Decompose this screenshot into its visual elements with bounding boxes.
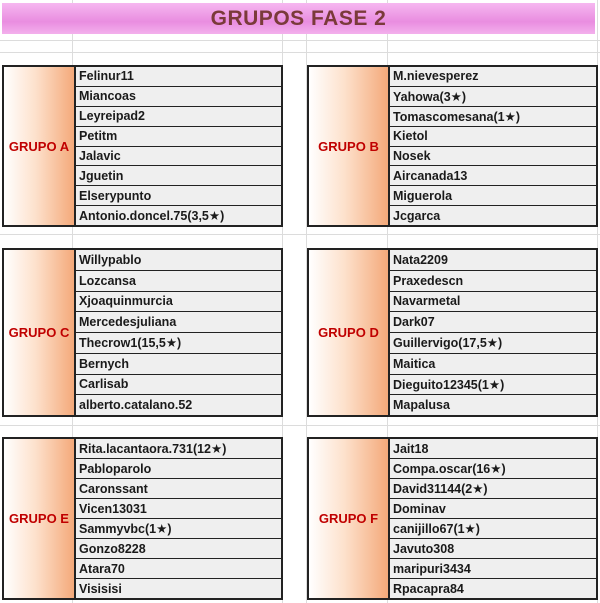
player-list bbox=[390, 439, 596, 598]
player-cell[interactable]: Guillervigo(17,5★) bbox=[390, 333, 596, 354]
group-c bbox=[2, 248, 283, 417]
player-list bbox=[390, 67, 596, 225]
group-label: GRUPO B bbox=[309, 67, 390, 225]
player-list bbox=[390, 250, 596, 415]
player-list bbox=[76, 250, 281, 415]
group-d bbox=[307, 248, 598, 417]
player-cell[interactable]: Pabloparolo bbox=[76, 459, 281, 479]
player-cell[interactable]: Rita.lacantaora.731(12★) bbox=[76, 439, 281, 459]
player-cell[interactable]: Gonzo8228 bbox=[76, 539, 281, 559]
group-f bbox=[307, 437, 598, 600]
group-a bbox=[2, 65, 283, 227]
player-cell[interactable]: Tomascomesana(1★) bbox=[390, 107, 596, 127]
player-cell[interactable]: David31144(2★) bbox=[390, 479, 596, 499]
player-cell[interactable]: Bernych bbox=[76, 354, 281, 375]
player-cell[interactable]: Miancoas bbox=[76, 87, 281, 107]
player-cell[interactable]: Aircanada13 bbox=[390, 166, 596, 186]
player-cell[interactable]: Mercedesjuliana bbox=[76, 312, 281, 333]
player-cell[interactable]: Vicen13031 bbox=[76, 499, 281, 519]
group-label: GRUPO D bbox=[309, 250, 390, 415]
player-cell[interactable]: Sammyvbc(1★) bbox=[76, 519, 281, 539]
player-cell[interactable]: Atara70 bbox=[76, 559, 281, 579]
player-cell[interactable]: Visisisi bbox=[76, 579, 281, 598]
grid-line bbox=[0, 425, 600, 426]
player-cell[interactable]: Compa.oscar(16★) bbox=[390, 459, 596, 479]
player-cell[interactable]: Jait18 bbox=[390, 439, 596, 459]
player-cell[interactable]: Nata2209 bbox=[390, 250, 596, 271]
grid-line bbox=[0, 52, 600, 53]
player-cell[interactable]: Leyreipad2 bbox=[76, 107, 281, 127]
player-cell[interactable]: Dieguito12345(1★) bbox=[390, 375, 596, 396]
group-b bbox=[307, 65, 598, 227]
player-cell[interactable]: Jguetin bbox=[76, 166, 281, 186]
player-cell[interactable]: Yahowa(3★) bbox=[390, 87, 596, 107]
player-cell[interactable]: Carlisab bbox=[76, 375, 281, 396]
player-cell[interactable]: canijillo67(1★) bbox=[390, 519, 596, 539]
player-cell[interactable]: Kietol bbox=[390, 127, 596, 147]
player-cell[interactable]: M.nievesperez bbox=[390, 67, 596, 87]
player-cell[interactable]: Praxedescn bbox=[390, 271, 596, 292]
player-cell[interactable]: Petitm bbox=[76, 127, 281, 147]
player-cell[interactable]: Felinur11 bbox=[76, 67, 281, 87]
player-cell[interactable]: alberto.catalano.52 bbox=[76, 395, 281, 415]
player-cell[interactable]: Antonio.doncel.75(3,5★) bbox=[76, 206, 281, 225]
player-cell[interactable]: Jcgarca bbox=[390, 206, 596, 225]
player-cell[interactable]: Xjoaquinmurcia bbox=[76, 292, 281, 313]
player-cell[interactable]: Caronssant bbox=[76, 479, 281, 499]
player-cell[interactable]: Willypablo bbox=[76, 250, 281, 271]
player-cell[interactable]: Nosek bbox=[390, 147, 596, 167]
player-list bbox=[76, 67, 281, 225]
player-cell[interactable]: Lozcansa bbox=[76, 271, 281, 292]
group-e bbox=[2, 437, 283, 600]
player-cell[interactable]: Jalavic bbox=[76, 147, 281, 167]
grid-line bbox=[0, 234, 600, 235]
player-list bbox=[76, 439, 281, 598]
group-label: GRUPO A bbox=[4, 67, 76, 225]
player-cell[interactable]: Navarmetal bbox=[390, 292, 596, 313]
player-cell[interactable]: Thecrow1(15,5★) bbox=[76, 333, 281, 354]
player-cell[interactable]: Elserypunto bbox=[76, 186, 281, 206]
grid-line bbox=[0, 40, 600, 41]
group-label: GRUPO E bbox=[4, 439, 76, 598]
player-cell[interactable]: Miguerola bbox=[390, 186, 596, 206]
player-cell[interactable]: maripuri3434 bbox=[390, 559, 596, 579]
player-cell[interactable]: Dark07 bbox=[390, 312, 596, 333]
player-cell[interactable]: Dominav bbox=[390, 499, 596, 519]
player-cell[interactable]: Mapalusa bbox=[390, 395, 596, 415]
player-cell[interactable]: Maitica bbox=[390, 354, 596, 375]
group-label: GRUPO C bbox=[4, 250, 76, 415]
page-title: GRUPOS FASE 2 bbox=[2, 3, 595, 34]
group-label: GRUPO F bbox=[309, 439, 390, 598]
player-cell[interactable]: Rpacapra84 bbox=[390, 579, 596, 598]
player-cell[interactable]: Javuto308 bbox=[390, 539, 596, 559]
